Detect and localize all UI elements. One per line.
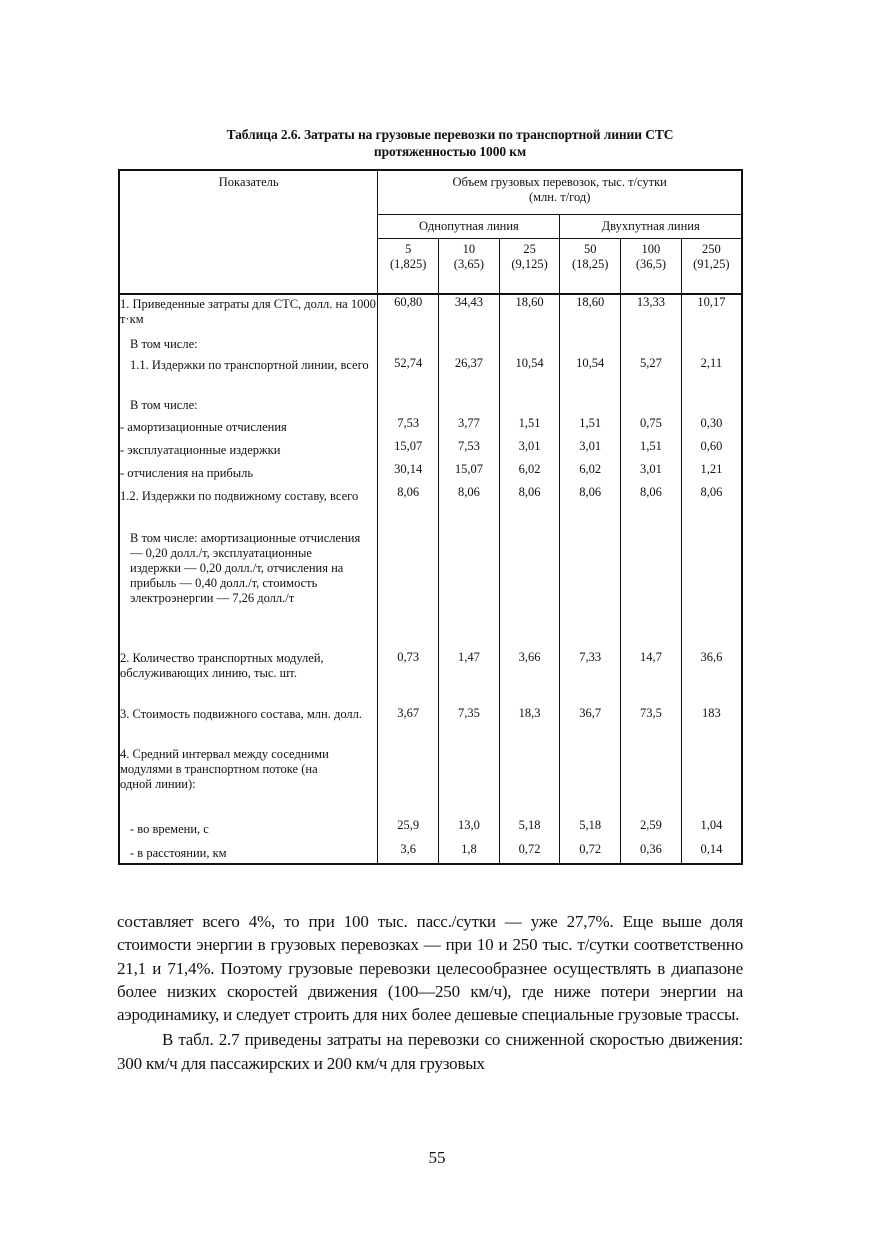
cell: 8,06 bbox=[439, 485, 500, 527]
cell: 3,01 bbox=[560, 439, 621, 462]
cell bbox=[560, 745, 621, 818]
table-row bbox=[119, 527, 742, 649]
cell bbox=[560, 394, 621, 416]
cell: 3,01 bbox=[499, 439, 560, 462]
cell: 36,6 bbox=[681, 649, 742, 705]
cell: 0,14 bbox=[681, 842, 742, 864]
cell bbox=[378, 394, 439, 416]
row-label: 1.1. Издержки по транспортной линии, всего bbox=[119, 356, 378, 394]
cell bbox=[681, 394, 742, 416]
header-col-25: 25 (9,125) bbox=[499, 238, 560, 294]
header-col-50: 50 (18,25) bbox=[560, 238, 621, 294]
cell: 1,8 bbox=[439, 842, 500, 864]
header-double-line: Двухпутная линия bbox=[560, 214, 742, 238]
cell bbox=[560, 527, 621, 649]
cell bbox=[621, 745, 682, 818]
table-row bbox=[119, 818, 742, 842]
cell bbox=[681, 745, 742, 818]
cell: 1,51 bbox=[621, 439, 682, 462]
cell: 5,27 bbox=[621, 356, 682, 394]
cell: 1,51 bbox=[499, 416, 560, 439]
cell: 2,59 bbox=[621, 818, 682, 842]
cell: 8,06 bbox=[560, 485, 621, 527]
cell: 0,75 bbox=[621, 416, 682, 439]
row-label: 1. Приведенные затраты для СТС, долл. на 1000 т·км bbox=[119, 294, 378, 334]
cell bbox=[499, 394, 560, 416]
cell: 3,6 bbox=[378, 842, 439, 864]
cell: 73,5 bbox=[621, 705, 682, 745]
cell: 0,72 bbox=[560, 842, 621, 864]
cell: 3,77 bbox=[439, 416, 500, 439]
cell: 0,60 bbox=[681, 439, 742, 462]
cell: 8,06 bbox=[499, 485, 560, 527]
table-row bbox=[119, 294, 742, 334]
cell bbox=[439, 334, 500, 356]
cell bbox=[378, 527, 439, 649]
cell: 13,33 bbox=[621, 294, 682, 334]
cell bbox=[439, 527, 500, 649]
cell: 36,7 bbox=[560, 705, 621, 745]
cell: 1,47 bbox=[439, 649, 500, 705]
header-col-100: 100 (36,5) bbox=[621, 238, 682, 294]
cell: 52,74 bbox=[378, 356, 439, 394]
caption-line-1: Таблица 2.6. Затраты на грузовые перевозки по транспортной линии СТС bbox=[226, 127, 674, 142]
body-text bbox=[117, 910, 743, 1075]
cell: 10,54 bbox=[560, 356, 621, 394]
cell bbox=[378, 745, 439, 818]
cell: 2,11 bbox=[681, 356, 742, 394]
cell bbox=[499, 334, 560, 356]
cell bbox=[378, 334, 439, 356]
cell: 1,51 bbox=[560, 416, 621, 439]
table-row bbox=[119, 334, 742, 356]
cell: 0,73 bbox=[378, 649, 439, 705]
cell: 26,37 bbox=[439, 356, 500, 394]
cell: 7,53 bbox=[378, 416, 439, 439]
cell: 15,07 bbox=[439, 462, 500, 485]
cell: 34,43 bbox=[439, 294, 500, 334]
row-label: - во времени, с bbox=[119, 818, 378, 842]
header-col-5: 5 (1,825) bbox=[378, 238, 439, 294]
header-single-line: Однопутная линия bbox=[378, 214, 560, 238]
caption-line-2: протяженностью 1000 км bbox=[373, 144, 527, 159]
cell bbox=[621, 527, 682, 649]
row-label: В том числе: bbox=[119, 394, 378, 416]
paragraph-1: составляет всего 4%, то при 100 тыс. пасс./сутки — уже 27,7%. Еще выше доля стоимости энергии в грузовых перевозках — при 10 и 250 тыс. т/сутки соответственно 21,1 и 71,4%. Поэтому грузовые перевозки целесообразнее осуществлять в диапазоне более низких скоростей движения (100—250 км/ч), где ниже потери энергии на аэродинамику, и следует строить для них более дешевые специальные грузовые трассы. bbox=[117, 912, 743, 1025]
cell: 8,06 bbox=[621, 485, 682, 527]
cell bbox=[439, 745, 500, 818]
cell: 10,54 bbox=[499, 356, 560, 394]
row-label: - отчисления на прибыль bbox=[119, 462, 378, 485]
cell: 0,72 bbox=[499, 842, 560, 864]
cell: 3,66 bbox=[499, 649, 560, 705]
cell: 18,60 bbox=[499, 294, 560, 334]
cell: 60,80 bbox=[378, 294, 439, 334]
cell bbox=[499, 527, 560, 649]
cell: 7,53 bbox=[439, 439, 500, 462]
header-volume: Объем грузовых перевозок, тыс. т/сутки (млн. т/год) bbox=[378, 170, 742, 214]
cell: 1,21 bbox=[681, 462, 742, 485]
row-label: В том числе: амортизационные отчисления — 0,20 долл./т, эксплуатационные издержки — 0,20 долл./т, отчисления на прибыль — 0,40 долл./т, стоимость электроэнергии — 7,26 долл./т bbox=[119, 527, 378, 649]
cell: 18,3 bbox=[499, 705, 560, 745]
table-caption bbox=[150, 126, 750, 160]
cell bbox=[681, 527, 742, 649]
row-label: 2. Количество транспортных модулей, обслуживающих линию, тыс. шт. bbox=[119, 649, 378, 705]
row-label: 3. Стоимость подвижного состава, млн. долл. bbox=[119, 705, 378, 745]
cell bbox=[681, 334, 742, 356]
cell: 6,02 bbox=[499, 462, 560, 485]
cell: 5,18 bbox=[499, 818, 560, 842]
table-row bbox=[119, 356, 742, 394]
paragraph-2: В табл. 2.7 приведены затраты на перевозки со сниженной скоростью движения: 300 км/ч для пассажирских и 200 км/ч для грузовых bbox=[117, 1030, 743, 1073]
header-col-250: 250 (91,25) bbox=[681, 238, 742, 294]
table-row bbox=[119, 745, 742, 818]
cell: 0,36 bbox=[621, 842, 682, 864]
cell: 7,35 bbox=[439, 705, 500, 745]
table-row bbox=[119, 462, 742, 485]
page-number: 55 bbox=[428, 1148, 446, 1167]
table-row bbox=[119, 394, 742, 416]
cell bbox=[439, 394, 500, 416]
row-label: 4. Средний интервал между соседними модулями в транспортном потоке (на одной линии): bbox=[119, 745, 378, 818]
cell bbox=[560, 334, 621, 356]
cell: 15,07 bbox=[378, 439, 439, 462]
cell: 0,30 bbox=[681, 416, 742, 439]
cell: 18,60 bbox=[560, 294, 621, 334]
cell: 14,7 bbox=[621, 649, 682, 705]
table-row bbox=[119, 416, 742, 439]
cell bbox=[621, 334, 682, 356]
cell bbox=[621, 394, 682, 416]
cell bbox=[499, 745, 560, 818]
table-row bbox=[119, 649, 742, 705]
cell: 30,14 bbox=[378, 462, 439, 485]
table-row bbox=[119, 842, 742, 864]
cell: 3,67 bbox=[378, 705, 439, 745]
cell: 13,0 bbox=[439, 818, 500, 842]
row-label: - в расстоянии, км bbox=[119, 842, 378, 864]
cell: 7,33 bbox=[560, 649, 621, 705]
row-label: 1.2. Издержки по подвижному составу, всего bbox=[119, 485, 378, 527]
cell: 10,17 bbox=[681, 294, 742, 334]
cell: 1,04 bbox=[681, 818, 742, 842]
table-row bbox=[119, 439, 742, 462]
row-label: В том числе: bbox=[119, 334, 378, 356]
cell: 8,06 bbox=[378, 485, 439, 527]
cost-table bbox=[118, 169, 743, 865]
row-label: - эксплуатационные издержки bbox=[119, 439, 378, 462]
cell: 6,02 bbox=[560, 462, 621, 485]
cell: 25,9 bbox=[378, 818, 439, 842]
table-row bbox=[119, 485, 742, 527]
cell: 3,01 bbox=[621, 462, 682, 485]
table-row bbox=[119, 705, 742, 745]
cell: 8,06 bbox=[681, 485, 742, 527]
cell: 183 bbox=[681, 705, 742, 745]
header-col-10: 10 (3,65) bbox=[439, 238, 500, 294]
header-indicator: Показатель bbox=[119, 170, 378, 294]
row-label: - амортизационные отчисления bbox=[119, 416, 378, 439]
cell: 5,18 bbox=[560, 818, 621, 842]
